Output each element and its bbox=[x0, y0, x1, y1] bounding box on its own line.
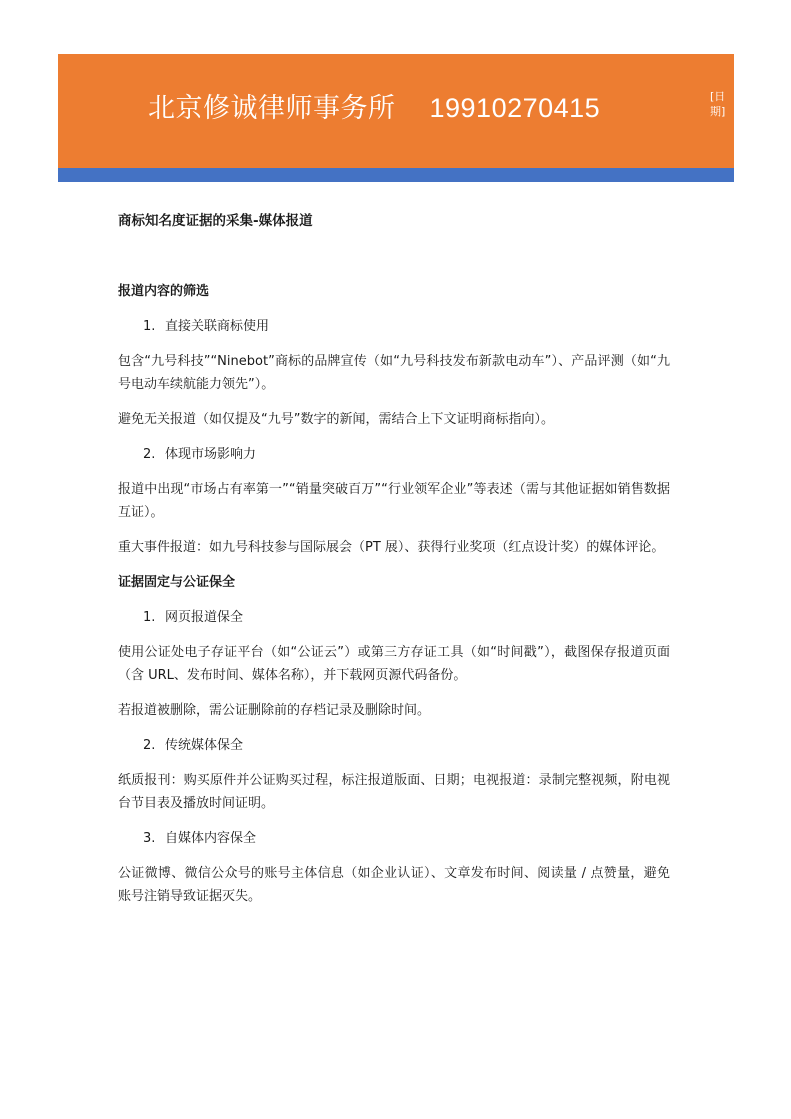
header-accent-bar bbox=[58, 168, 734, 182]
list-number: 2. bbox=[143, 738, 156, 753]
list-number: 1. bbox=[143, 610, 156, 625]
list-label: 体现市场影响力 bbox=[165, 447, 257, 462]
paragraph: 报道中出现“市场占有率第一”“销量突破百万”“行业领军企业”等表述（需与其他证据如销售数据互证）。 bbox=[118, 482, 670, 520]
document-title: 商标知名度证据的采集-媒体报道 bbox=[118, 213, 313, 229]
list-label: 直接关联商标使用 bbox=[165, 319, 270, 334]
list-number: 3. bbox=[143, 831, 156, 846]
list-label: 传统媒体保全 bbox=[165, 738, 244, 753]
paragraph: 包含“九号科技”“Ninebot”商标的品牌宣传（如“九号科技发布新款电动车”）、产品评测（如“九号电动车续航能力领先”）。 bbox=[118, 354, 670, 392]
list-item bbox=[118, 315, 670, 338]
list-label: 网页报道保全 bbox=[165, 610, 244, 625]
firm-name: 北京修诚律师事务所 bbox=[148, 93, 396, 123]
list-item bbox=[118, 606, 670, 629]
header-title bbox=[148, 86, 600, 125]
phone-number: 19910270415 bbox=[429, 93, 601, 123]
list-label: 自媒体内容保全 bbox=[165, 831, 257, 846]
paragraph: 避免无关报道（如仅提及“九号”数字的新闻，需结合上下文证明商标指向）。 bbox=[118, 412, 554, 427]
header-banner bbox=[58, 54, 734, 168]
paragraph: 若报道被删除，需公证删除前的存档记录及删除时间。 bbox=[118, 703, 431, 718]
list-item bbox=[118, 443, 670, 466]
document-body bbox=[118, 210, 670, 920]
list-item bbox=[118, 734, 670, 757]
list-number: 1. bbox=[143, 319, 156, 334]
list-item bbox=[118, 827, 670, 850]
list-number: 2. bbox=[143, 447, 156, 462]
paragraph: 公证微博、微信公众号的账号主体信息（如企业认证）、文章发布时间、阅读量 / 点赞量，避免账号注销导致证据灭失。 bbox=[118, 866, 670, 904]
paragraph: 纸质报刊：购买原件并公证购买过程，标注报道版面、日期；电视报道：录制完整视频，附电视台节目表及播放时间证明。 bbox=[118, 773, 670, 811]
date-placeholder[interactable]: [日期] bbox=[710, 90, 726, 118]
paragraph: 使用公证处电子存证平台（如“公证云”）或第三方存证工具（如“时间戳”），截图保存报道页面（含 URL、发布时间、媒体名称），并下载网页源代码备份。 bbox=[118, 645, 670, 683]
section-heading: 证据固定与公证保全 bbox=[118, 575, 236, 590]
paragraph: 重大事件报道：如九号科技参与国际展会（PT 展）、获得行业奖项（红点设计奖）的媒体评论。 bbox=[118, 540, 665, 555]
section-heading: 报道内容的筛选 bbox=[118, 284, 210, 299]
